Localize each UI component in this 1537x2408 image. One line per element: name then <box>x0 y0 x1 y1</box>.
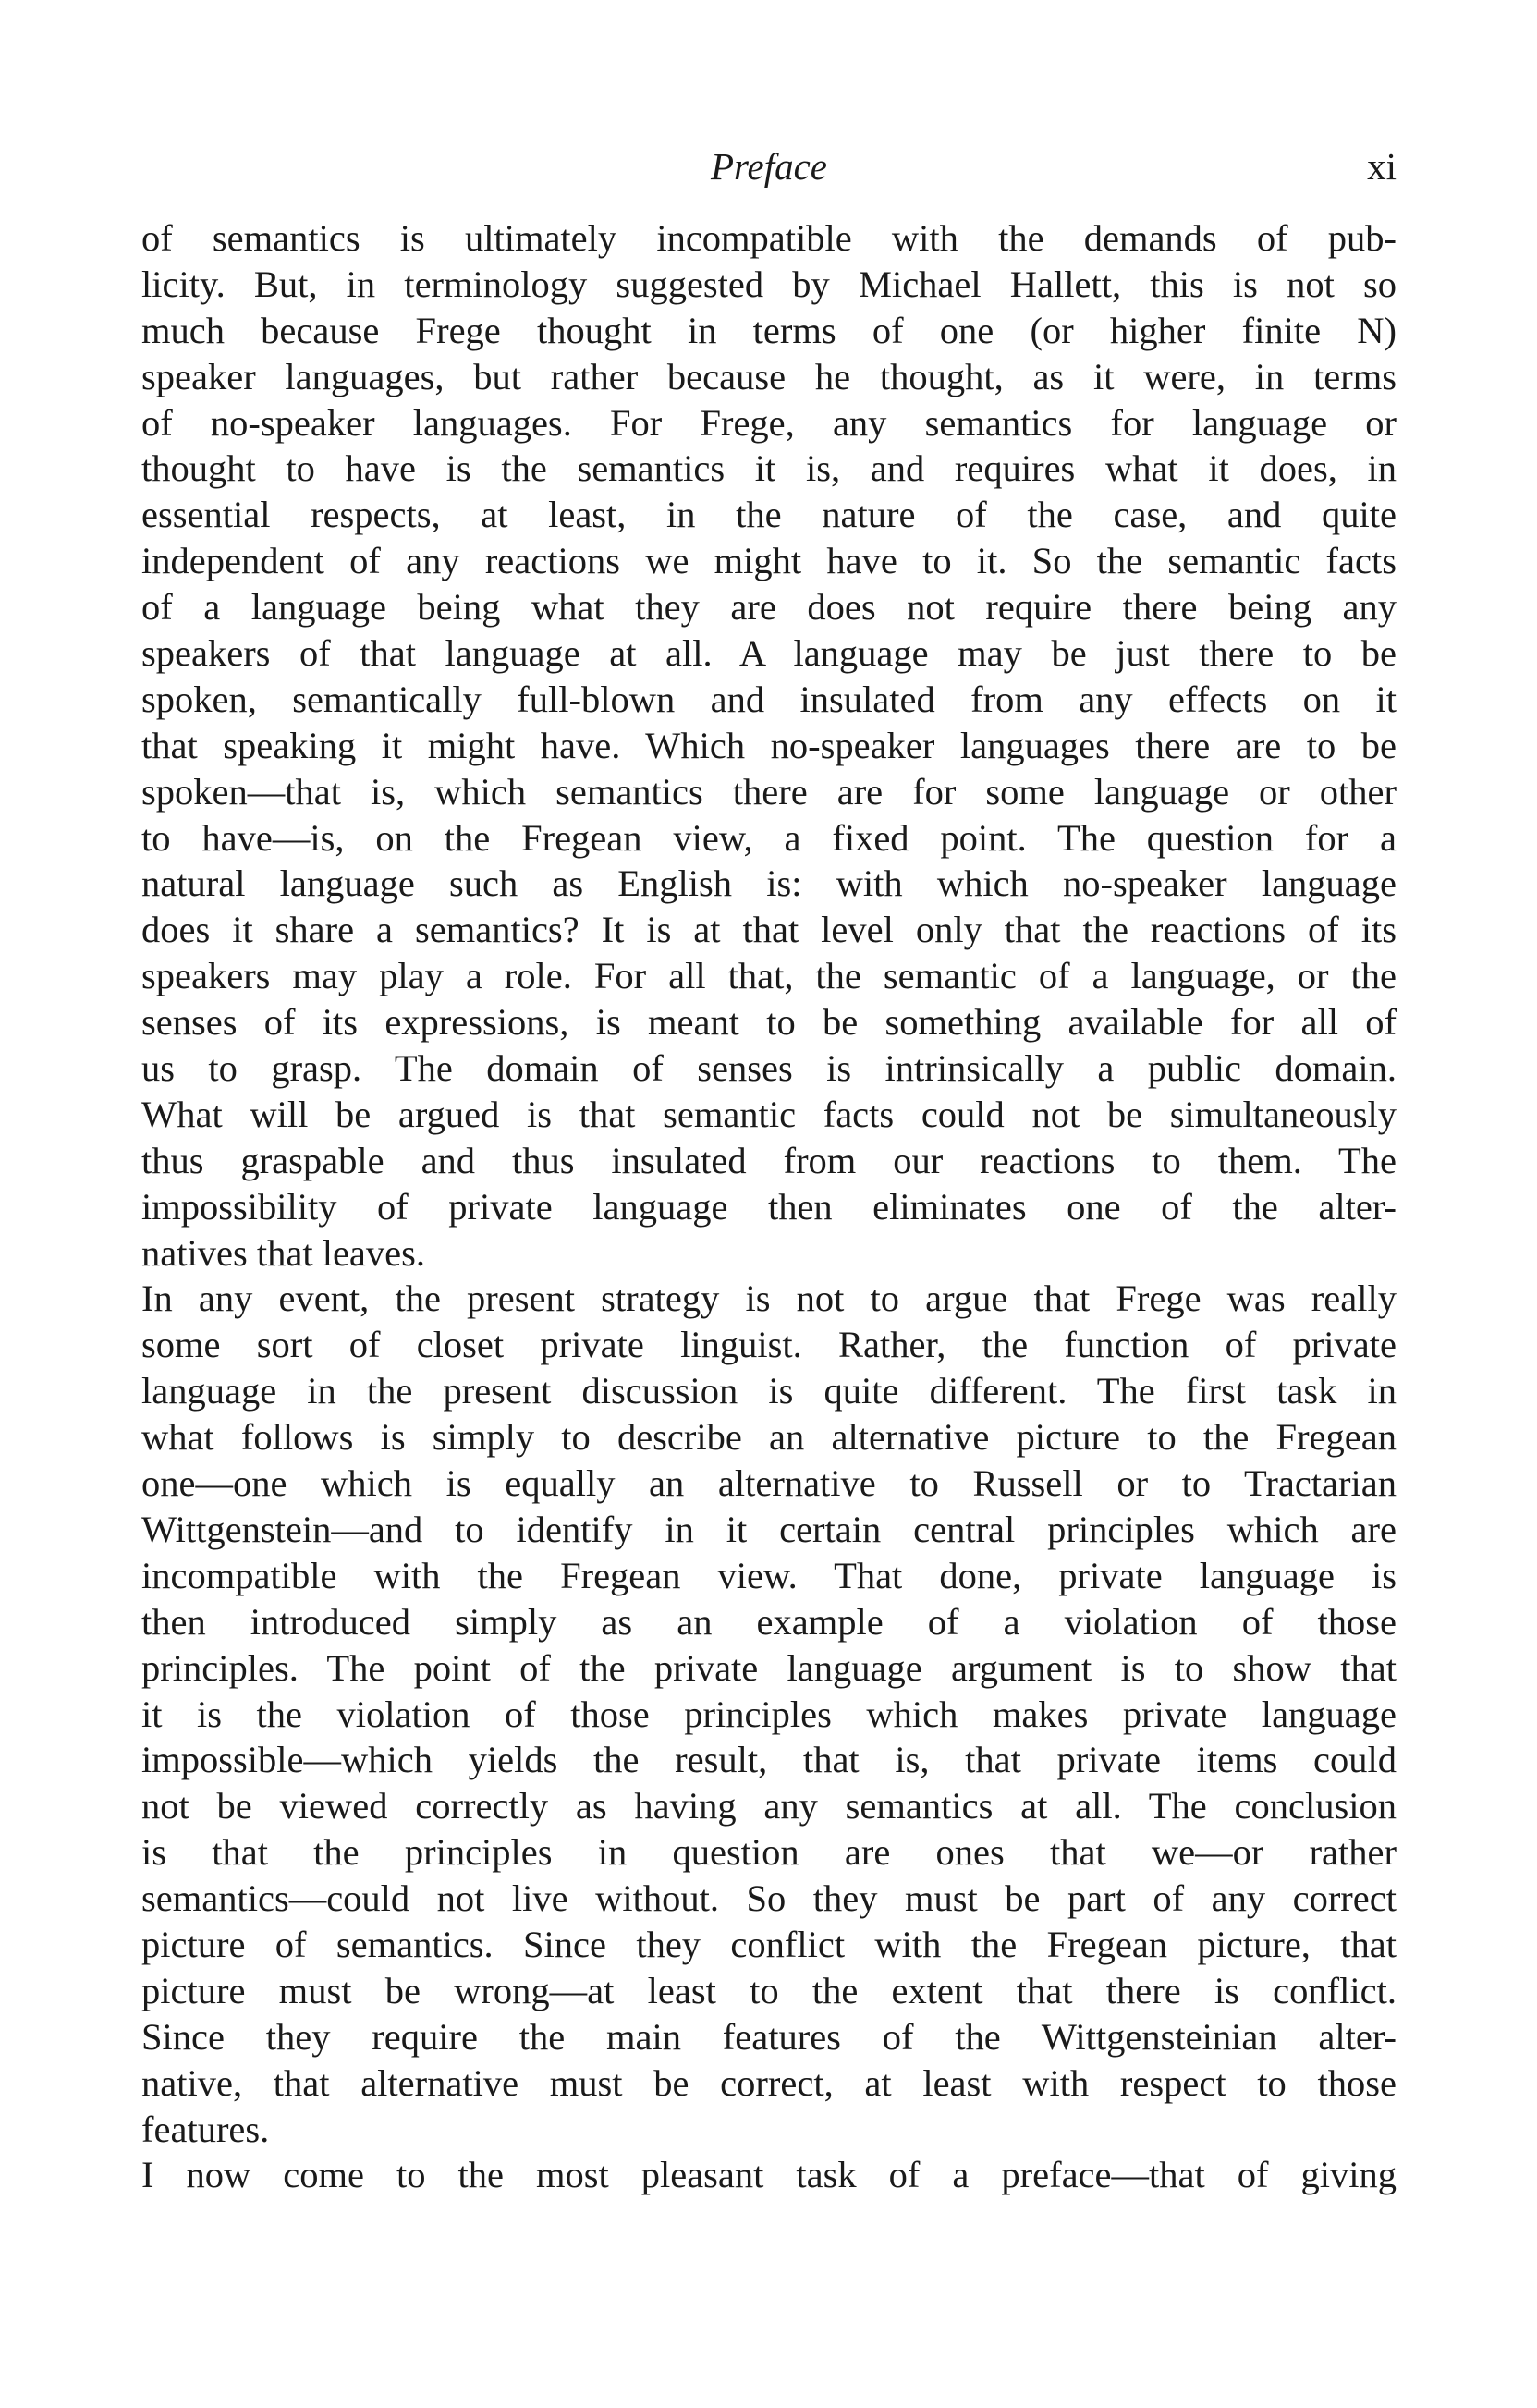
text-line: speaker languages, but rather because he thought, as it were, in terms <box>141 355 1397 397</box>
text-line: language in the present discussion is quite different. The first task in <box>141 1370 1397 1412</box>
text-line: In any event, the present strategy is not to argue that Frege was really <box>141 1277 1397 1320</box>
text-line: of a language being what they are does not require there being any <box>141 586 1397 629</box>
text-line: impossibility of private language then eliminates one of the alter- <box>141 1185 1397 1228</box>
text-line: of semantics is ultimately incompatible with the demands of pub- <box>141 217 1397 259</box>
text-line: is that the principles in question are ones that we—or rather <box>141 1831 1397 1874</box>
text-line: licity. But, in terminology suggested by Michael Hallett, this is not so <box>141 263 1397 305</box>
text-line: to have—is, on the Fregean view, a fixed point. The question for a <box>141 816 1397 859</box>
text-line: some sort of closet private linguist. Rather, the function of private <box>141 1324 1397 1366</box>
text-line: picture must be wrong—at least to the extent that there is conflict. <box>141 1969 1397 2011</box>
page-number: xi <box>1367 145 1397 188</box>
text-line: essential respects, at least, in the nature of the case, and quite <box>141 494 1397 536</box>
text-line: then introduced simply as an example of a violation of those <box>141 1600 1397 1643</box>
running-title: Preface <box>711 145 827 188</box>
body-text <box>141 215 1397 2198</box>
text-line: spoken, semantically full-blown and insulated from any effects on it <box>141 678 1397 720</box>
paragraph <box>141 1276 1397 2152</box>
text-line: of no-speaker languages. For Frege, any semantics for language or <box>141 401 1397 444</box>
paragraph <box>141 2152 1397 2198</box>
text-line: that speaking it might have. Which no-speaker languages there are to be <box>141 724 1397 766</box>
text-line: natives that leaves. <box>141 1231 426 1274</box>
text-line: principles. The point of the private language argument is to show that <box>141 1646 1397 1689</box>
paragraph <box>141 215 1397 1276</box>
text-line: I now come to the most pleasant task of a preface—that of giving <box>141 2154 1397 2196</box>
text-line: it is the violation of those principles which makes private language <box>141 1693 1397 1735</box>
text-line: one—one which is equally an alternative to Russell or to Tractarian <box>141 1462 1397 1505</box>
text-line: independent of any reactions we might have to it. So the semantic facts <box>141 540 1397 582</box>
text-line: thought to have is the semantics it is, and requires what it does, in <box>141 447 1397 490</box>
text-line: native, that alternative must be correct, at least with respect to those <box>141 2061 1397 2104</box>
text-line: not be viewed correctly as having any semantics at all. The conclusion <box>141 1785 1397 1827</box>
running-head <box>141 139 1397 194</box>
text-line: speakers may play a role. For all that, the semantic of a language, or the <box>141 955 1397 997</box>
text-line: speakers of that language at all. A language may be just there to be <box>141 632 1397 675</box>
text-line: picture of semantics. Since they conflict with the Fregean picture, that <box>141 1923 1397 1965</box>
text-line: impossible—which yields the result, that is, that private items could <box>141 1739 1397 1781</box>
text-line: senses of its expressions, is meant to be something available for all of <box>141 1001 1397 1044</box>
text-line: incompatible with the Fregean view. That done, private language is <box>141 1554 1397 1596</box>
text-line: does it share a semantics? It is at that level only that the reactions of its <box>141 909 1397 951</box>
text-line: thus graspable and thus insulated from our reactions to them. The <box>141 1139 1397 1181</box>
book-page <box>141 0 1397 2408</box>
text-line: features. <box>141 2108 270 2150</box>
text-line: semantics—could not live without. So they must be part of any correct <box>141 1877 1397 1920</box>
text-line: spoken—that is, which semantics there are for some language or other <box>141 770 1397 813</box>
text-line: much because Frege thought in terms of one (or higher finite N) <box>141 309 1397 351</box>
text-line: what follows is simply to describe an alternative picture to the Fregean <box>141 1416 1397 1459</box>
text-line: Since they require the main features of the Wittgensteinian alter- <box>141 2015 1397 2058</box>
text-line: What will be argued is that semantic facts could not be simultaneously <box>141 1093 1397 1135</box>
text-line: Wittgenstein—and to identify in it certain central principles which are <box>141 1508 1397 1550</box>
text-line: us to grasp. The domain of senses is intrinsically a public domain. <box>141 1047 1397 1090</box>
text-line: natural language such as English is: with which no-speaker language <box>141 862 1397 905</box>
